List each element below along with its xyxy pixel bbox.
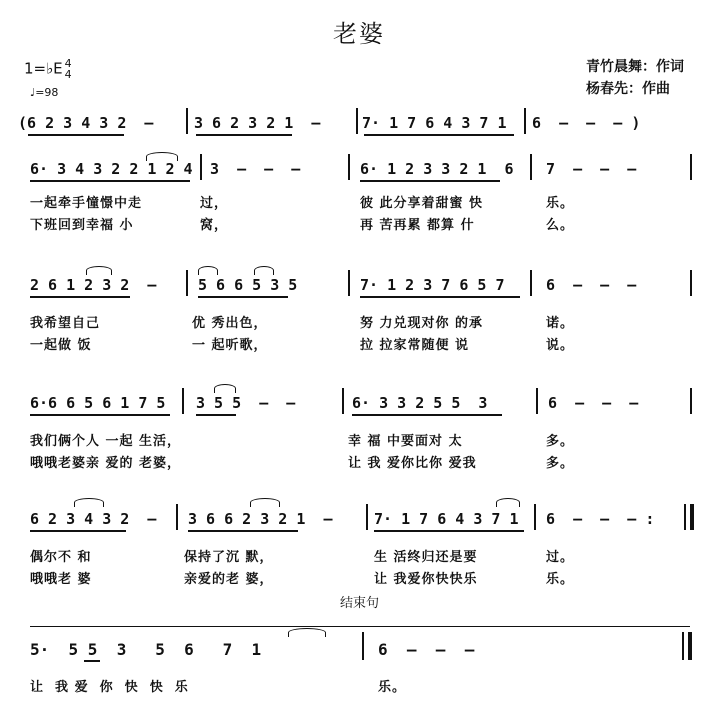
underline — [360, 296, 520, 298]
lyric-line-1: 生 活终归还是要 — [374, 550, 478, 565]
lyric-line-1: 我们俩个人 一起 生活， — [30, 434, 182, 449]
barline — [356, 108, 358, 134]
lyric-line-1: 努 力兑现对你 的承 — [360, 316, 484, 331]
underline — [28, 134, 124, 136]
lyric-line-1: 过， — [200, 196, 229, 211]
underline — [364, 134, 514, 136]
barline — [534, 504, 536, 530]
barline — [366, 504, 368, 530]
slur — [86, 266, 112, 275]
barline — [176, 504, 178, 530]
slur — [496, 498, 520, 507]
measure-notes: 6 – – – — [548, 394, 639, 412]
lyric-line-1: 让 我 爱 你 快 快 乐 — [30, 680, 189, 695]
ending-bracket — [30, 626, 690, 627]
measure-notes: 7· 1 7 6 4 3 7 1 — [374, 510, 519, 528]
measure-notes: 6· 1 2 3 3 2 1 6 — [360, 160, 514, 178]
measure-notes: 3 6 2 3 2 1 – — [194, 114, 321, 132]
barline — [186, 270, 188, 296]
composer-credit: 杨春先：作曲 — [586, 81, 670, 97]
measure-notes: 6·6 6 5 6 1 7 5 — [30, 394, 166, 412]
measure-notes: 5· 5 5 3 5 6 7 1 — [30, 640, 262, 659]
barline — [200, 154, 202, 180]
time-signature: 4 4 — [64, 57, 72, 81]
measure-notes: 6 – – – : — [546, 510, 655, 528]
slur — [74, 498, 104, 507]
barline — [684, 504, 686, 530]
lyric-line-1: 过。 — [546, 550, 575, 565]
lyric-line-1: 优 秀出色， — [192, 316, 268, 331]
barline — [348, 270, 350, 296]
underline — [84, 660, 100, 662]
lyricist-credit: 青竹晨舞：作词 — [586, 59, 684, 75]
lyric-line-1: 保持了沉 默， — [184, 550, 274, 565]
underline — [188, 530, 298, 532]
measure-notes: 6 2 3 4 3 2 – — [30, 510, 157, 528]
slur — [146, 152, 178, 161]
repeat-barline — [690, 504, 694, 530]
measure-notes: 6 – – – ) — [532, 114, 641, 132]
measure-notes: 7· 1 2 3 7 6 5 7 — [360, 276, 505, 294]
lyric-line-2: 一 起听歌， — [192, 338, 268, 353]
measure-notes: 7 – – – — [546, 160, 637, 178]
key-signature — [24, 58, 72, 80]
measure-notes: 6 – – – — [378, 640, 475, 659]
barline — [342, 388, 344, 414]
barline — [182, 388, 184, 414]
ending-label: 结束句 — [340, 596, 380, 611]
song-title: 老婆 — [333, 20, 385, 48]
underline — [374, 530, 524, 532]
key-text: 1=♭E — [24, 59, 63, 78]
lyric-line-1: 诺。 — [546, 316, 575, 331]
measure-notes: 6· 3 4 3 2 2 1 2 4 — [30, 160, 193, 178]
lyric-line-2: 么。 — [546, 218, 575, 233]
lyric-line-2: 再 苦再累 都算 什 — [360, 218, 475, 233]
slur — [198, 266, 218, 275]
lyric-line-1: 多。 — [546, 434, 575, 449]
measure-notes: 6 – – – — [546, 276, 637, 294]
barline — [530, 154, 532, 180]
slur — [250, 498, 280, 507]
lyric-line-1: 彼 此分享着甜蜜 快 — [360, 196, 484, 211]
lyric-line-2: 让 我爱你快快乐 — [374, 572, 478, 587]
lyric-line-1: 乐。 — [546, 196, 575, 211]
underline — [196, 414, 236, 416]
barline — [348, 154, 350, 180]
final-barline-thick — [688, 632, 692, 660]
underline — [30, 414, 170, 416]
measure-notes: 3 – – – — [210, 160, 301, 178]
final-barline-thin — [682, 632, 684, 660]
lyric-line-1: 乐。 — [378, 680, 407, 695]
lyric-line-1: 一起牵手憧憬中走 — [30, 196, 143, 211]
underline — [360, 180, 500, 182]
lyric-line-2: 一起做 饭 — [30, 338, 92, 353]
measure-notes: 5 6 6 5 3 5 — [198, 276, 298, 294]
lyric-line-2: 哦哦老 婆 — [30, 572, 92, 587]
barline — [690, 388, 692, 414]
underline — [30, 180, 190, 182]
barline — [530, 270, 532, 296]
slur — [288, 628, 326, 637]
lyric-line-2: 拉 拉家常随便 说 — [360, 338, 470, 353]
lyric-line-2: 哦哦老婆亲 爱的 老婆， — [30, 456, 182, 471]
barline — [186, 108, 188, 134]
lyric-line-1: 偶尔不 和 — [30, 550, 92, 565]
lyric-line-2: 说。 — [546, 338, 575, 353]
lyric-line-1: 幸 福 中要面对 太 — [348, 434, 463, 449]
lyric-line-2: 乐。 — [546, 572, 575, 587]
slur — [214, 384, 236, 393]
lyric-line-2: 多。 — [546, 456, 575, 471]
measure-notes: (6 2 3 4 3 2 – — [18, 114, 154, 132]
underline — [198, 296, 288, 298]
tempo-marking: ♩=98 — [30, 86, 59, 99]
underline — [196, 134, 292, 136]
underline — [30, 296, 130, 298]
lyric-line-2: 让 我 爱你比你 爱我 — [348, 456, 477, 471]
underline — [30, 530, 126, 532]
measure-notes: 2 6 1 2 3 2 – — [30, 276, 157, 294]
lyric-line-1: 我希望自己 — [30, 316, 101, 331]
measure-notes: 3 5 5 – – — [196, 394, 296, 412]
measure-notes: 6· 3 3 2 5 5 3 — [352, 394, 488, 412]
measure-notes: 7· 1 7 6 4 3 7 1 — [362, 114, 507, 132]
lyric-line-2: 下班回到幸福 小 — [30, 218, 134, 233]
underline — [352, 414, 502, 416]
barline — [536, 388, 538, 414]
measure-notes: 3 6 6 2 3 2 1 – — [188, 510, 333, 528]
slur — [254, 266, 274, 275]
barline — [690, 270, 692, 296]
barline — [690, 154, 692, 180]
lyric-line-2: 亲爱的老 婆， — [184, 572, 274, 587]
barline — [362, 632, 364, 660]
lyric-line-2: 窝， — [200, 218, 229, 233]
barline — [524, 108, 526, 134]
